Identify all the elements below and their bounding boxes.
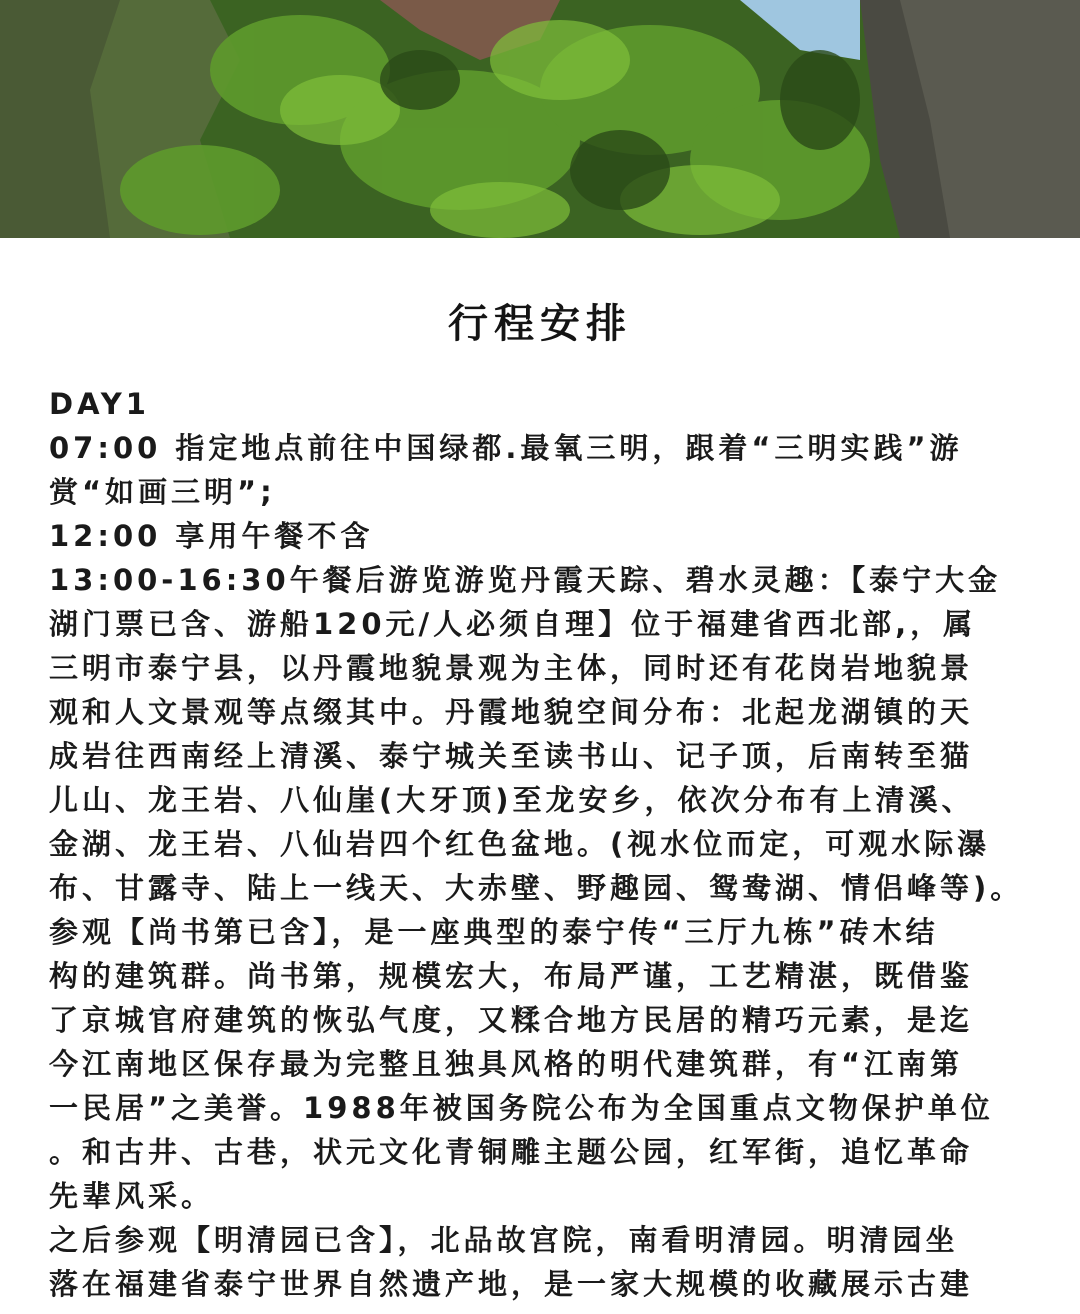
itinerary-line: 07:00 指定地点前往中国绿都.最氧三明，跟着“三明实践”游 bbox=[49, 431, 963, 465]
page-title: 行程安排 bbox=[448, 301, 632, 347]
itinerary-line: 落在福建省泰宁世界自然遗产地，是一家大规模的收藏展示古建 bbox=[49, 1267, 974, 1301]
itinerary-line: 先辈风采。 bbox=[49, 1179, 215, 1213]
itinerary-line: 儿山、龙王岩、八仙崖(大牙顶)至龙安乡，依次分布有上清溪、 bbox=[49, 783, 975, 817]
itinerary-line: 今江南地区保存最为完整且独具风格的明代建筑群，有“江南第 bbox=[49, 1047, 964, 1081]
itinerary-line: 金湖、龙王岩、八仙岩四个红色盆地。(视水位而定，可观水际瀑 bbox=[49, 827, 991, 861]
itinerary-line: 12:00 享用午餐不含 bbox=[49, 519, 374, 553]
itinerary-body bbox=[49, 382, 1071, 1306]
itinerary-line: 之后参观【明清园已含】，北品故宫院，南看明清园。明清园坐 bbox=[49, 1223, 959, 1257]
forest-cliff-image bbox=[0, 0, 1080, 238]
itinerary-line: 一民居”之美誉。1988年被国务院公布为全国重点文物保护单位 bbox=[49, 1091, 994, 1125]
itinerary-line: 13:00-16:30午餐后游览游览丹霞天踪、碧水灵趣：【泰宁大金 bbox=[49, 563, 1002, 597]
itinerary-line: DAY1 bbox=[49, 387, 150, 421]
itinerary-line: 参观【尚书第已含】，是一座典型的泰宁传“三厅九栋”砖木结 bbox=[49, 915, 939, 949]
itinerary-line: 。和古井、古巷，状元文化青铜雕主题公园，红军街，追忆革命 bbox=[49, 1135, 974, 1169]
itinerary-line: 了京城官府建筑的恢弘气度，又糅合地方民居的精巧元素，是迄 bbox=[49, 1003, 974, 1037]
itinerary-line: 三明市泰宁县，以丹霞地貌景观为主体，同时还有花岗岩地貌景 bbox=[49, 651, 974, 685]
itinerary-line: 观和人文景观等点缀其中。丹霞地貌空间分布：北起龙湖镇的天 bbox=[49, 695, 974, 729]
itinerary-line: 湖门票已含、游船120元/人必须自理】位于福建省西北部,，属 bbox=[49, 607, 977, 641]
itinerary-line: 赏“如画三明”; bbox=[49, 475, 276, 509]
itinerary-line: 布、甘露寺、陆上一线天、大赤壁、野趣园、鸳鸯湖、情侣峰等)。 bbox=[49, 871, 1024, 905]
itinerary-line: 构的建筑群。尚书第，规模宏大，布局严谨，工艺精湛，既借鉴 bbox=[49, 959, 974, 993]
hero-photo bbox=[0, 0, 1080, 238]
itinerary-line: 成岩往西南经上清溪、泰宁城关至读书山、记子顶，后南转至猫 bbox=[49, 739, 974, 773]
